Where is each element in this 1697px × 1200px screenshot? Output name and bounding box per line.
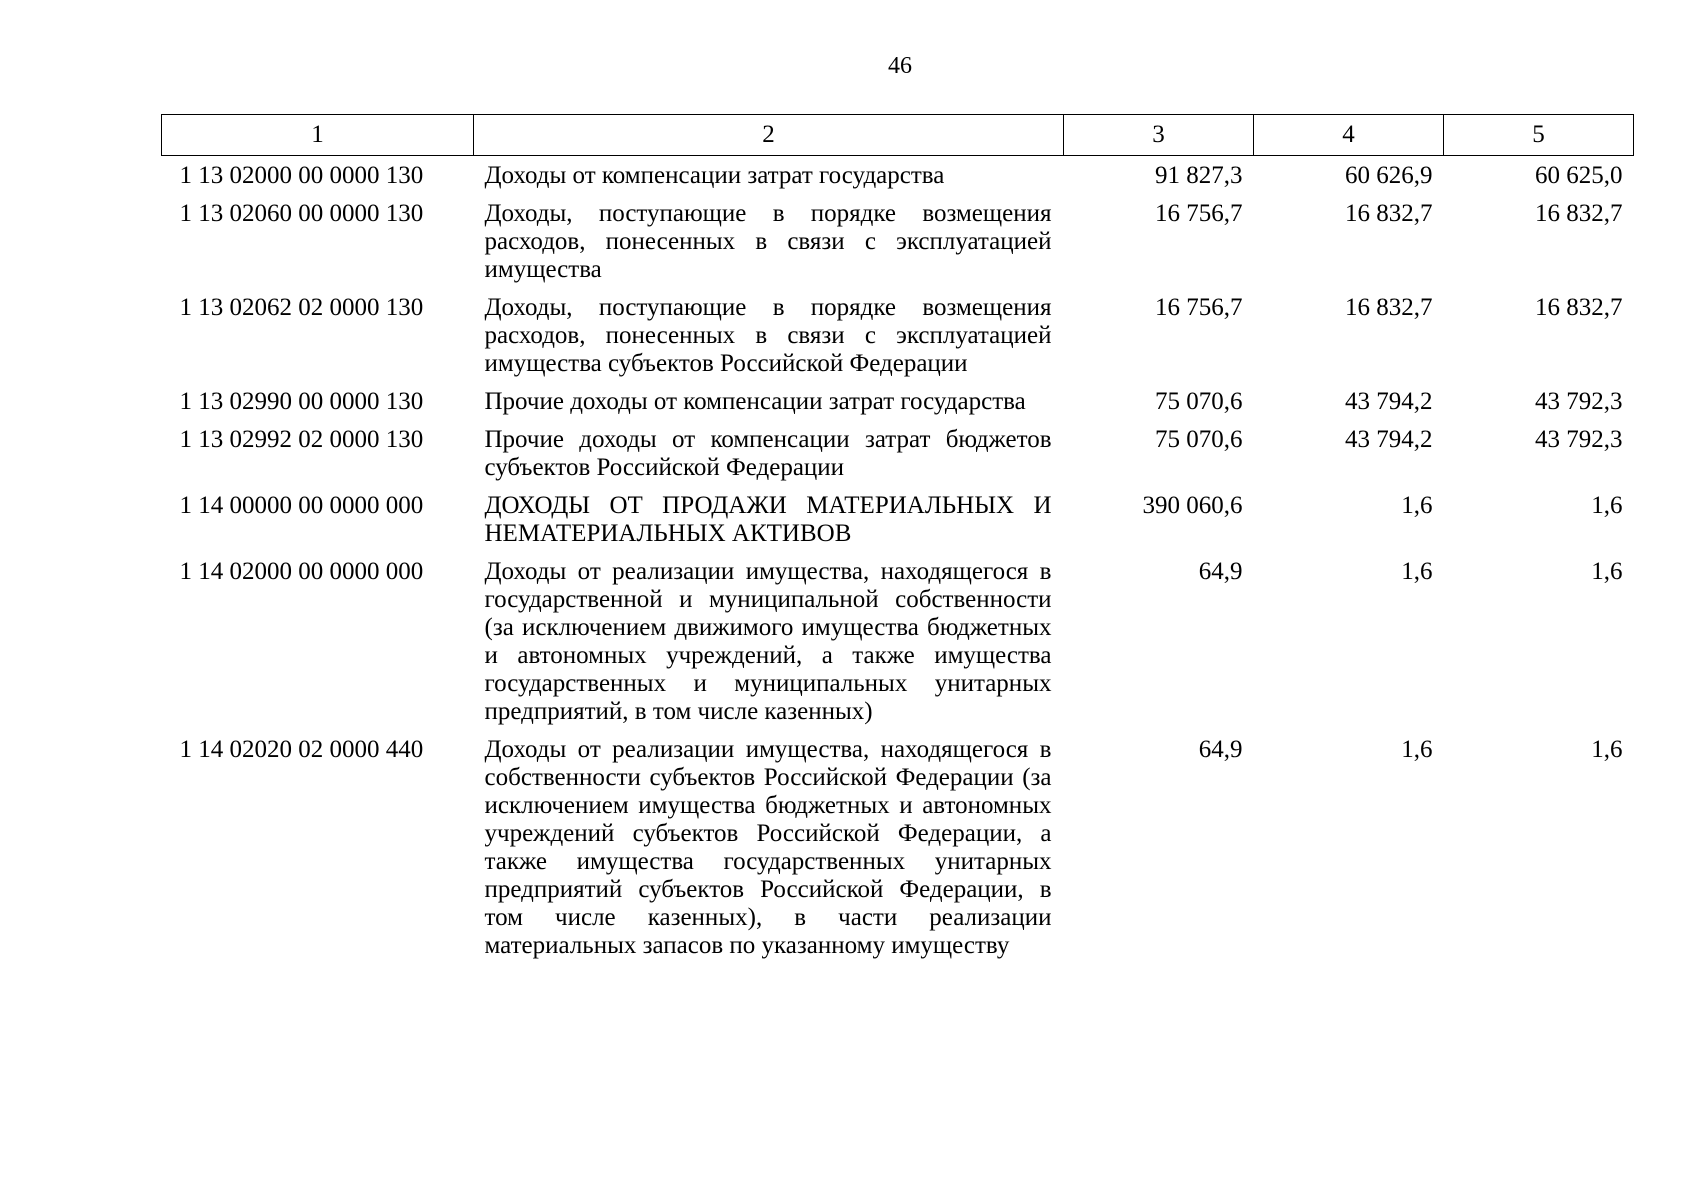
header-col-4: 4 <box>1254 115 1444 156</box>
table-row <box>162 200 1634 294</box>
value-col-3: 16 756,7 <box>1155 294 1243 321</box>
header-col-1: 1 <box>162 115 474 156</box>
value-col-3: 64,9 <box>1198 558 1243 585</box>
revenue-name: Доходы от реализации имущества, находящегося в собственности субъектов Российской Федерации (за исключением имущества бюджетных и автономных учреждений субъектов Российской Федерации, а также имущества государственных унитарных предприятий субъектов Российской Федерации, в том числе казенных), в части реализации материальных запасов по указанному имуществу <box>484 736 1052 959</box>
value-col-3: 390 060,6 <box>1142 492 1243 519</box>
revenue-name: ДОХОДЫ ОТ ПРОДАЖИ МАТЕРИАЛЬНЫХ И НЕМАТЕРИАЛЬНЫХ АКТИВОВ <box>484 492 1052 547</box>
table-row <box>162 736 1634 970</box>
table-body <box>162 156 1634 971</box>
value-col-4: 60 626,9 <box>1345 162 1433 189</box>
header-row <box>162 115 1634 156</box>
table-row <box>162 294 1634 388</box>
value-col-4: 16 832,7 <box>1345 294 1433 321</box>
value-col-4: 1,6 <box>1401 736 1433 763</box>
value-col-4: 1,6 <box>1401 492 1433 519</box>
table-row <box>162 558 1634 736</box>
revenue-name: Доходы от реализации имущества, находящегося в государственной и муниципальной собственности (за исключением движимого имущества бюджетных и автономных учреждений, а также имущества государственных и муниципальных унитарных предприятий, в том числе казенных) <box>484 558 1052 725</box>
table-row <box>162 156 1634 201</box>
revenue-name: Прочие доходы от компенсации затрат государства <box>484 388 1026 415</box>
revenue-name: Доходы, поступающие в порядке возмещения расходов, понесенных в связи с эксплуатацией имущества <box>484 200 1052 283</box>
value-col-3: 16 756,7 <box>1155 200 1243 227</box>
value-col-5: 60 625,0 <box>1535 162 1623 189</box>
table-row <box>162 492 1634 558</box>
table-row <box>162 388 1634 426</box>
budget-code: 1 13 02992 02 0000 130 <box>179 426 424 453</box>
page-number: 46 <box>888 53 912 79</box>
revenue-name: Прочие доходы от компенсации затрат бюджетов субъектов Российской Федерации <box>484 426 1052 481</box>
value-col-5: 43 792,3 <box>1535 388 1623 415</box>
value-col-4: 16 832,7 <box>1345 200 1433 227</box>
value-col-4: 43 794,2 <box>1345 388 1433 415</box>
header-col-2: 2 <box>474 115 1064 156</box>
value-col-5: 16 832,7 <box>1535 294 1623 321</box>
value-col-5: 16 832,7 <box>1535 200 1623 227</box>
value-col-5: 43 792,3 <box>1535 426 1623 453</box>
value-col-3: 91 827,3 <box>1155 162 1243 189</box>
budget-code: 1 13 02990 00 0000 130 <box>179 388 424 415</box>
value-col-5: 1,6 <box>1591 736 1623 763</box>
header-col-3: 3 <box>1064 115 1254 156</box>
revenue-table-container <box>161 114 1633 970</box>
table-header <box>162 115 1634 156</box>
revenue-name: Доходы от компенсации затрат государства <box>484 162 945 189</box>
revenue-name: Доходы, поступающие в порядке возмещения расходов, понесенных в связи с эксплуатацией имущества субъектов Российской Федерации <box>484 294 1052 377</box>
value-col-5: 1,6 <box>1591 558 1623 585</box>
budget-code: 1 14 02000 00 0000 000 <box>179 558 424 585</box>
value-col-5: 1,6 <box>1591 492 1623 519</box>
table-row <box>162 426 1634 492</box>
budget-code: 1 13 02000 00 0000 130 <box>179 162 424 189</box>
header-col-5: 5 <box>1444 115 1634 156</box>
revenue-table <box>161 114 1634 970</box>
value-col-3: 75 070,6 <box>1155 426 1243 453</box>
value-col-3: 75 070,6 <box>1155 388 1243 415</box>
budget-code: 1 14 02020 02 0000 440 <box>179 736 424 763</box>
budget-code: 1 13 02060 00 0000 130 <box>179 200 424 227</box>
budget-code: 1 13 02062 02 0000 130 <box>179 294 424 321</box>
value-col-4: 1,6 <box>1401 558 1433 585</box>
value-col-4: 43 794,2 <box>1345 426 1433 453</box>
value-col-3: 64,9 <box>1198 736 1243 763</box>
budget-code: 1 14 00000 00 0000 000 <box>179 492 424 519</box>
